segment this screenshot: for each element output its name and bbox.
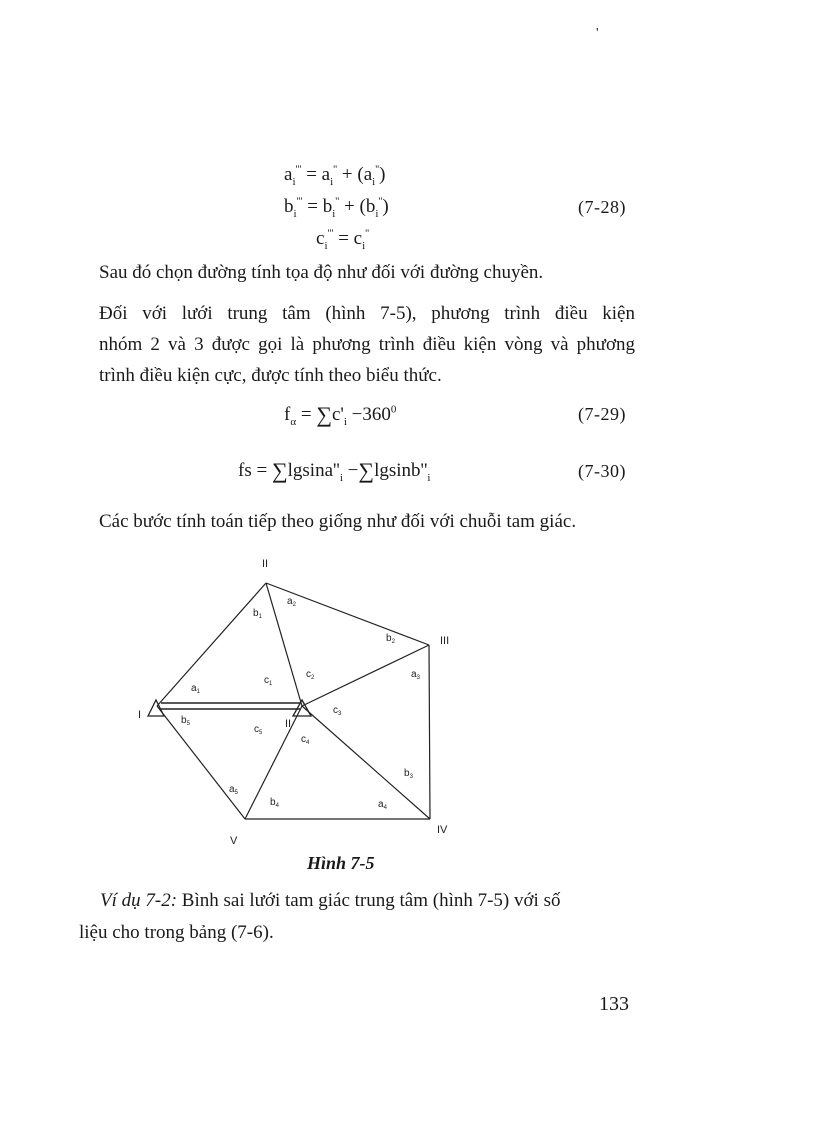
angle-c4: $c_4$ [301, 734, 310, 746]
top-mark: ' [596, 26, 599, 41]
angle-b1: $b_1$ [253, 608, 262, 620]
angle-b4: $b_4$ [270, 797, 279, 809]
equation-729: $f_\alpha = \sum c'_i -360^0$ [284, 402, 397, 428]
equation-number-728: (7-28) [578, 197, 626, 217]
paragraph-2-line-2: nhóm 2 và 3 được gọi là phương trình điều kiện vòng và phương [99, 334, 635, 355]
angle-a4: $a_4$ [378, 799, 387, 811]
vertex-label-V: V [230, 835, 238, 847]
network-lines [148, 583, 430, 819]
edge-III-IV [429, 645, 430, 819]
paragraph-2-line-1: Đối với lưới trung tâm (hình 7-5), phương trình điều kiện [99, 303, 635, 324]
paragraph-2-line-3: trình điều kiện cực, được tính theo biểu thức. [99, 365, 442, 386]
vertex-label-I: I [138, 709, 142, 721]
spoke-center-IV [302, 706, 430, 819]
angle-c1: $c_1$ [264, 675, 273, 687]
angle-b3: $b_3$ [404, 768, 413, 780]
paragraph-3: Các bước tính toán tiếp theo giống như đối với chuỗi tam giác. [99, 511, 577, 532]
equation-number-730: (7-30) [578, 461, 626, 481]
equation-number-729: (7-29) [578, 404, 626, 424]
equation-730: fs = $\sum lgsina''_i -\sum lgsinb''_i$ [238, 458, 431, 484]
vertex-label-II-center: II [285, 718, 292, 730]
example-label: Ví dụ 7-2: [100, 890, 178, 911]
angle-a2: $a_2$ [287, 596, 296, 608]
angle-c3: $c_3$ [333, 705, 342, 717]
page-number: 133 [599, 993, 629, 1015]
equation-728-line3: $c_i''' = c_i''$ [316, 227, 370, 252]
angle-a1: $a_1$ [191, 683, 200, 695]
angle-b2: $b_2$ [386, 633, 395, 645]
spoke-center-II [266, 583, 302, 706]
edge-II-III [266, 583, 429, 645]
example-line-1: Ví dụ 7-2: Bình sai lưới tam giác trung tâm (hình 7-5) với số [100, 890, 561, 911]
vertex-label-II-top: II [262, 558, 269, 570]
figure-caption: Hình 7-5 [307, 853, 375, 873]
vertex-label-III: III [440, 635, 450, 647]
equation-728-line2: $b_i''' = b_i'' + (b_i'')$ [284, 195, 389, 220]
edge-V-I [157, 706, 245, 819]
example-line-2: liệu cho trong bảng (7-6). [79, 922, 274, 943]
angle-a3: $a_3$ [411, 669, 420, 681]
angle-c5: $c_5$ [254, 724, 263, 736]
edge-I-II [157, 583, 266, 706]
paragraph-1: Sau đó chọn đường tính tọa độ như đối với đường chuyền. [99, 262, 544, 283]
angle-c2: $c_2$ [306, 669, 315, 681]
spoke-center-III [302, 645, 429, 706]
angle-a5: $a_5$ [229, 784, 238, 796]
angle-b5: $b_5$ [181, 715, 190, 727]
equation-728-line1: $a_i''' = a_i'' + (a_i'')$ [284, 163, 386, 188]
vertex-label-IV: IV [437, 824, 448, 836]
